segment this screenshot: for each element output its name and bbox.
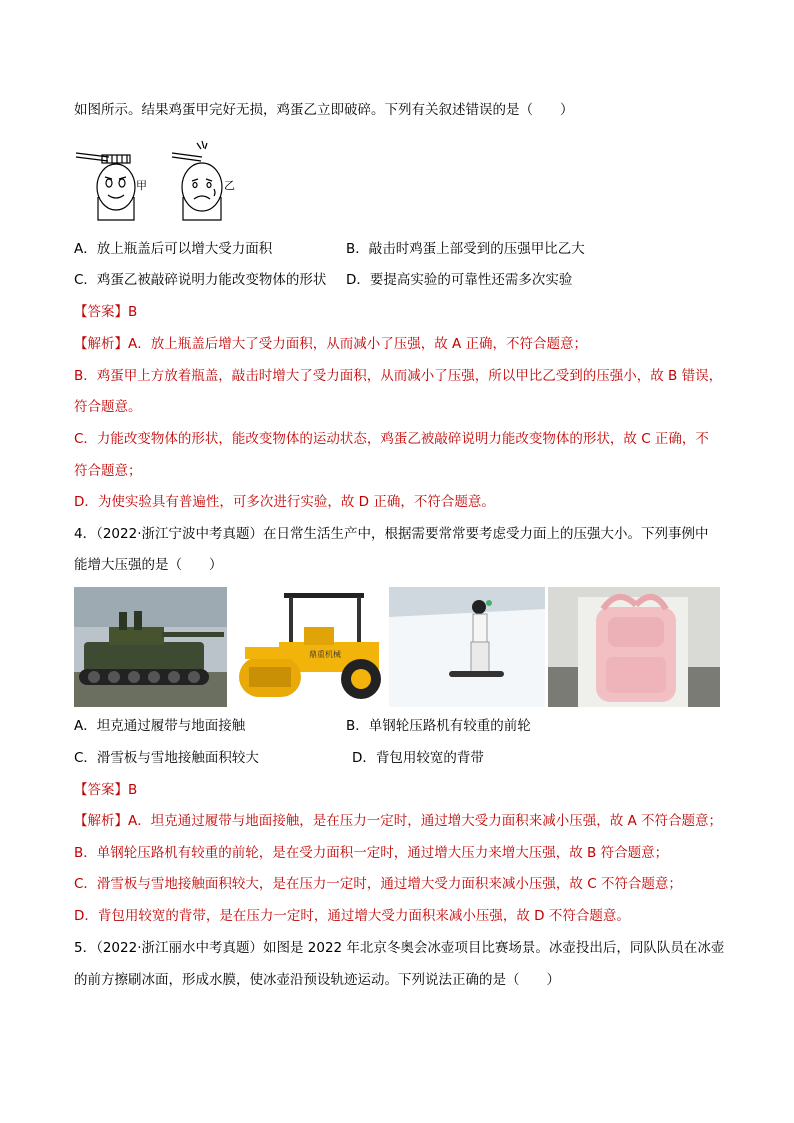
q3-analysis-b2: 符合题意。: [74, 399, 142, 415]
q4-option-a: A．坦克通过履带与地面接触: [74, 718, 246, 734]
q3-analysis-a-text: A．放上瓶盖后增大了受力面积，从而减小了压强，故 A 正确，不符合题意；: [128, 336, 588, 352]
q5-stem-line1: 5．（2022·浙江丽水中考真题）如图是 2022 年北京冬奥会冰壶项目比赛场景。冰壶投出后，同队队员在冰壶: [74, 940, 725, 956]
q3-answer-label: 【答案】: [74, 304, 128, 320]
q4-option-b: B．单钢轮压路机有较重的前轮: [346, 718, 531, 734]
q4-analysis-a: [74, 811, 722, 831]
q3-analysis-a: [74, 334, 587, 354]
q4-analysis-label: 【解析】: [74, 813, 128, 829]
q3-answer-value: B: [128, 304, 138, 320]
egg-label-jia: 甲: [136, 179, 147, 192]
q4-stem-line2: 能增大压强的是（ ）: [74, 557, 223, 573]
backpack-photo: [548, 587, 720, 707]
q4-analysis-a-text: A．坦克通过履带与地面接触，是在压力一定时，通过增大受力面积来减小压强，故 A 不符合题意；: [128, 813, 723, 829]
roller-sign: 鼎重机械: [309, 650, 341, 659]
q4-analysis-d: D．背包用较宽的背带，是在压力一定时，通过增大受力面积来减小压强，故 D 不符合题意。: [74, 908, 630, 924]
q3-analysis-d: D．为使实验具有普遍性，可多次进行实验，故 D 正确，不符合题意。: [74, 494, 495, 510]
q4-option-c: C．滑雪板与雪地接触面积较大: [74, 750, 259, 766]
q4-analysis-b: B．单钢轮压路机有较重的前轮，是在受力面积一定时，通过增大压力来增大压强，故 B 符合题意；: [74, 845, 669, 861]
q3-analysis-c2: 符合题意；: [74, 463, 142, 479]
q4-answer: [74, 780, 137, 800]
q3-analysis-label: 【解析】: [74, 336, 128, 352]
q3-option-d: D．要提高实验的可靠性还需多次实验: [346, 272, 573, 288]
q5-stem-line2: 的前方擦刷冰面，形成水膜，使冰壶沿预设轨迹运动。下列说法正确的是（ ）: [74, 972, 560, 988]
q4-answer-value: B: [128, 782, 138, 798]
q3-option-c: C．鸡蛋乙被敲碎说明力能改变物体的形状: [74, 272, 327, 288]
road-roller-photo: [229, 587, 386, 707]
q3-analysis-b1: B．鸡蛋甲上方放着瓶盖，敲击时增大了受力面积，从而减小了压强，所以甲比乙受到的压强小，故 B 错误，: [74, 368, 723, 384]
q3-analysis-c1: C．力能改变物体的形状，能改变物体的运动状态，鸡蛋乙被敲碎说明力能改变物体的形状，故 C 正确，不: [74, 431, 709, 447]
q3-intro: 如图所示。结果鸡蛋甲完好无损，鸡蛋乙立即破碎。下列有关叙述错误的是（ ）: [74, 102, 574, 118]
q3-option-a: A．放上瓶盖后可以增大受力面积: [74, 241, 273, 257]
tank-photo: [74, 587, 227, 707]
q4-option-d: D．背包用较宽的背带: [352, 750, 484, 766]
q4-stem-line1: 4．（2022·浙江宁波中考真题）在日常生活生产中，根据需要常常要考虑受力面上的压强大小。下列事例中: [74, 526, 709, 542]
q3-answer: [74, 302, 137, 322]
q3-option-b: B．敲击时鸡蛋上部受到的压强甲比乙大: [346, 241, 585, 257]
q4-analysis-c: C．滑雪板与雪地接触面积较大，是在压力一定时，通过增大受力面积来减小压强，故 C 不符合题意；: [74, 876, 682, 892]
egg-label-yi: 乙: [224, 179, 235, 192]
egg-experiment-figure: [74, 135, 264, 225]
snowboard-photo: [389, 587, 545, 707]
q4-answer-label: 【答案】: [74, 782, 128, 798]
